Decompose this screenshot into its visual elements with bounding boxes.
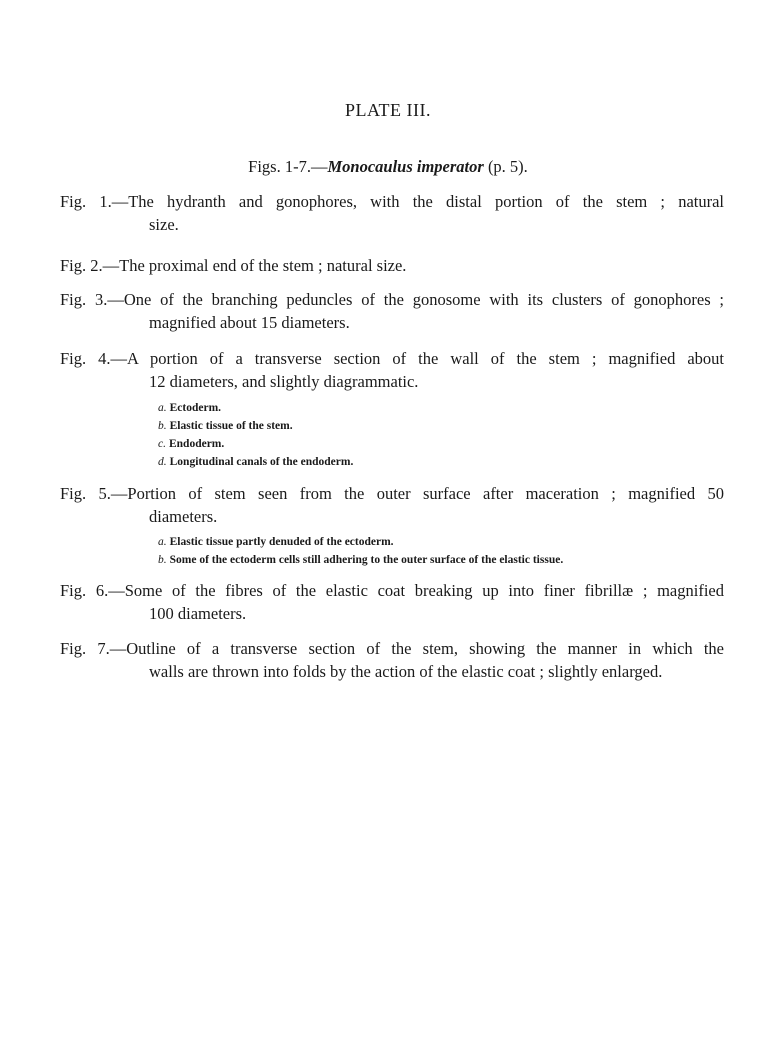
caption-text: Portion of stem seen from the outer surface after maceration ; magnified 50 [127, 484, 724, 503]
figure-caption-1 [60, 190, 724, 236]
figure-label: Fig. 6.— [60, 581, 125, 600]
caption-line [60, 579, 724, 602]
figure-caption-3 [60, 288, 724, 334]
caption-line [60, 482, 724, 505]
figure-caption-7 [60, 637, 724, 683]
figure-label: Fig. 2.— [60, 256, 120, 275]
legend-letter: d. [158, 456, 167, 468]
caption-text: One of the branching peduncles of the gonosome with its clusters of gonophores ; [123, 290, 725, 309]
caption-continuation: walls are thrown into folds by the action of the elastic coat ; slightly enlarged. [149, 662, 663, 681]
legend-text: Some of the ectoderm cells still adhering to the outer surface of the elastic tissue. [169, 554, 564, 566]
caption-text: Some of the fibres of the elastic coat breaking up into finer fibrillæ ; magnified [124, 581, 724, 600]
figure-label: Fig. 3.— [60, 290, 124, 309]
legend-letter: b. [158, 554, 167, 566]
subtitle-prefix: Figs. 1-7.— [248, 157, 328, 176]
caption-continuation: size. [149, 215, 179, 234]
figure-caption-2 [60, 254, 724, 277]
caption-line [60, 254, 724, 277]
caption-continuation: magnified about 15 diameters. [149, 313, 350, 332]
legend-text: Longitudinal canals of the endoderm. [169, 456, 354, 468]
legend-item [158, 453, 353, 471]
figure-label: Fig. 1.— [60, 192, 129, 211]
legend-item [158, 533, 563, 551]
species-name: Monocaulus imperator [327, 157, 484, 176]
caption-text: A portion of a transverse section of the wall of the stem ; magnified about [127, 349, 725, 368]
caption-text: The proximal end of the stem ; natural size. [119, 256, 407, 275]
caption-line [60, 637, 724, 660]
legend-item [158, 417, 353, 435]
figure-label: Fig. 4.— [60, 349, 128, 368]
caption-line [60, 190, 724, 213]
legend-item [158, 551, 563, 569]
figure-caption-6 [60, 579, 724, 625]
legend-text: Endoderm. [168, 438, 225, 450]
legend-text: Elastic tissue of the stem. [169, 420, 293, 432]
figure-caption-5 [60, 482, 724, 528]
legend-letter: a. [158, 536, 167, 548]
legend-text: Ectoderm. [169, 402, 222, 414]
subtitle-suffix: (p. 5). [483, 157, 528, 176]
caption-continuation: 100 diameters. [149, 604, 247, 623]
caption-text: The hydranth and gonophores, with the distal portion of the stem ; natural [128, 192, 724, 211]
legend-letter: b. [158, 420, 167, 432]
plate-subtitle [0, 157, 776, 177]
figure-caption-4 [60, 347, 724, 393]
legend-item [158, 435, 353, 453]
legend-letter: c. [158, 438, 166, 450]
legend-text: Elastic tissue partly denuded of the ectoderm. [169, 536, 394, 548]
caption-continuation: 12 diameters, and slightly diagrammatic. [149, 372, 419, 391]
legend-letter: a. [158, 402, 167, 414]
legend-item [158, 399, 353, 417]
caption-continuation: diameters. [149, 507, 218, 526]
figure-label: Fig. 7.— [60, 639, 127, 658]
caption-line [60, 347, 724, 370]
figure-5-legend [158, 533, 563, 569]
figure-4-legend [158, 399, 353, 471]
caption-line [60, 288, 724, 311]
plate-title: PLATE III. [345, 100, 431, 120]
figure-label: Fig. 5.— [60, 484, 128, 503]
caption-text: Outline of a transverse section of the stem, showing the manner in which the [126, 639, 725, 658]
